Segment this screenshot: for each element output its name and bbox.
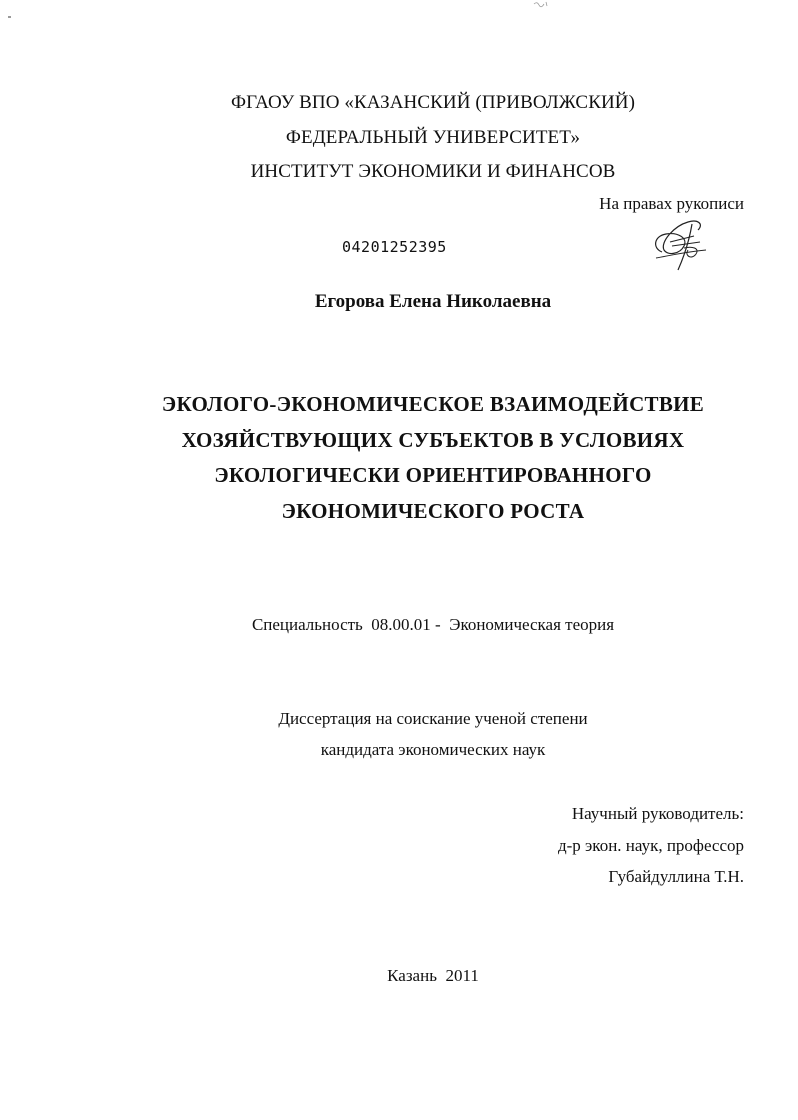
supervisor-title: д-р экон. наук, профессор [557,836,744,855]
specialty-code: 08.00.01 - [371,615,441,634]
signature-image [648,212,718,274]
degree-line-1: Диссертация на соискание ученой степени [278,709,588,728]
degree-line-2: кандидата экономических наук [320,740,546,759]
specialty-name: Экономическая теория [449,615,615,634]
title-line-3: ЭКОЛОГИЧЕСКИ ОРИЕНТИРОВАННОГО [214,463,652,487]
city-year: Казань 2011 [387,966,479,985]
manuscript-note: На правах рукописи [599,194,744,213]
title-line-2: ХОЗЯЙСТВУЮЩИХ СУБЪЕКТОВ В УСЛОВИЯХ [181,428,685,452]
institution-line-2: ФЕДЕРАЛЬНЫЙ УНИВЕРСИТЕТ» [285,127,581,148]
specialty-label: Специальность [251,615,363,634]
institution-line-1: ФГАОУ ВПО «КАЗАНСКИЙ (ПРИВОЛЖСКИЙ) [230,92,636,113]
catalog-number: 04201252395 [342,238,447,256]
author-name: Егорова Елена Николаевна [314,291,552,312]
supervisor-name: Губайдуллина Т.Н. [608,867,744,886]
institution-line-3: ИНСТИТУТ ЭКОНОМИКИ И ФИНАНСОВ [250,161,616,182]
supervisor-label: Научный руководитель: [571,804,744,823]
title-line-4: ЭКОНОМИЧЕСКОГО РОСТА [281,499,585,523]
specialty-line [0,615,798,635]
scan-artifact-mark [532,0,550,8]
scan-artifact-dot [8,16,11,18]
title-line-1: ЭКОЛОГО-ЭКОНОМИЧЕСКОЕ ВЗАИМОДЕЙСТВИЕ [161,392,705,416]
